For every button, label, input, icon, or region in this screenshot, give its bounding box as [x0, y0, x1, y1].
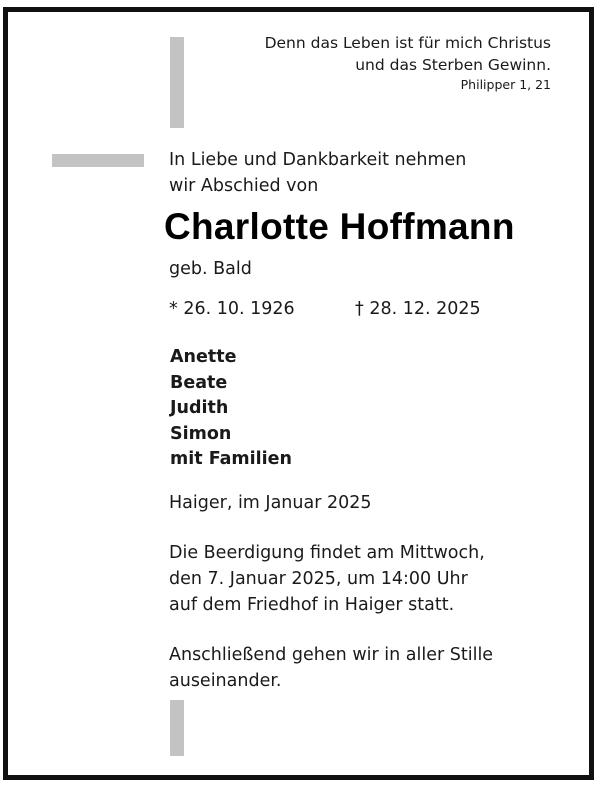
mourner: Anette — [170, 347, 237, 367]
cross-bottom-beam — [170, 700, 184, 756]
mourner: Judith — [170, 398, 229, 418]
birth-name: geb. Bald — [169, 259, 252, 279]
funeral-line-3: auf dem Friedhof in Haiger statt. — [169, 595, 455, 615]
deceased-name: Charlotte Hoffmann — [164, 206, 515, 247]
funeral-line-2: den 7. Januar 2025, um 14:00 Uhr — [169, 569, 468, 589]
cross-top-beam — [170, 37, 184, 128]
mourner: mit Familien — [170, 449, 292, 469]
intro-line-2: wir Abschied von — [169, 176, 319, 196]
mourner: Beate — [170, 372, 228, 393]
verse-reference: Philipper 1, 21 — [460, 77, 551, 92]
verse-line-1: Denn das Leben ist für mich Christus — [264, 34, 551, 52]
place-date: Haiger, im Januar 2025 — [169, 493, 372, 513]
verse-line-2: und das Sterben Gewinn. — [355, 56, 551, 74]
intro-line-1: In Liebe und Dankbarkeit nehmen — [169, 150, 467, 170]
closing-text — [169, 642, 493, 694]
funeral-info — [169, 540, 485, 618]
mourners-list — [170, 345, 292, 473]
closing-line-2: auseinander. — [169, 671, 282, 691]
birth-date: * 26. 10. 1926 — [169, 299, 295, 319]
funeral-line-1: Die Beerdigung findet am Mittwoch, — [169, 543, 485, 563]
mourner: Simon — [170, 423, 232, 444]
death-date: † 28. 12. 2025 — [355, 299, 481, 319]
bible-verse — [265, 32, 551, 94]
life-dates — [169, 296, 481, 322]
cross-arm-beam — [52, 154, 144, 167]
closing-line-1: Anschließend gehen wir in aller Stille — [169, 645, 494, 665]
intro-text — [169, 147, 466, 199]
